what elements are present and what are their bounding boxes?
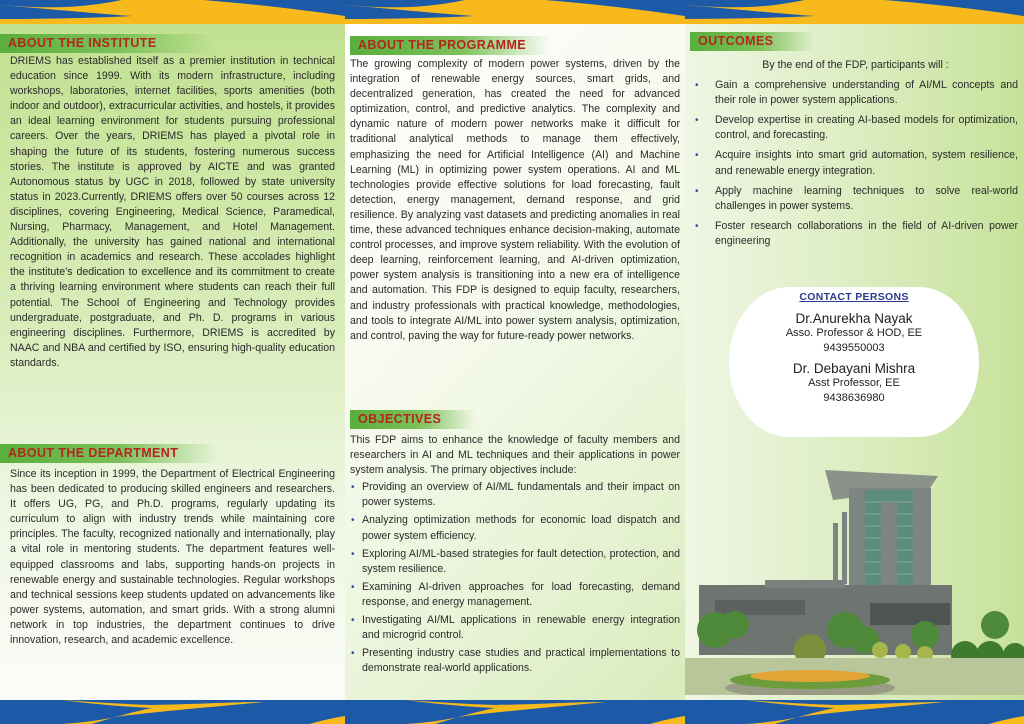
- decorative-wave-bottom: [0, 694, 345, 724]
- bullet-icon: •: [695, 80, 699, 92]
- outcome-item: • Foster research collaborations in the field of AI-driven power engineering: [695, 219, 1018, 247]
- contact-role: Asst Professor, EE: [808, 377, 900, 389]
- contact-card: [729, 287, 979, 437]
- bullet-icon: •: [351, 548, 355, 560]
- bullet-icon: •: [695, 220, 699, 232]
- bullet-icon: •: [695, 150, 699, 162]
- decorative-wave-top: [0, 0, 345, 24]
- decorative-wave-top: [345, 0, 685, 24]
- bullet-icon: •: [351, 515, 355, 527]
- institute-description: DRIEMS has established itself as a premier institution in technical education since 1999. With its modern infrastructure, including workshops, laboratories, internet facilities, sports amenities (both indoor and outdoor), extracurricular activities, and hostels, it provides an ideal learning environment for students pursuing professional careers. Over the years, DRIEMS has played a pivotal role in shaping the future of its students, fostering numerous success stories. The institute is approved by AICTE and was granted Autonomous status by UGC in 2018, followed by state university status in 2023.Currently, DRIEMS offers over 50 courses across 12 disciplines, covering Engineering, Medical Science, Paramedical, Nursing, Pharmacy, Management, and Hotel Management. Additionally, the university has gained national and international recognition in academics and research. These accolades highlight the institute’s dedication to excellence and its commitment to create a thriving learning environment where students can reach their full potential. The School of Engineering and Technology provides undergraduate, postgraduate, and Ph. D. programs in various engineering disciplines. Furthermore, DRIEMS is accredited by NAAC and NBA and certified by ISO, ensuring high-quality education standards.: [10, 55, 335, 369]
- outcome-item: • Acquire insights into smart grid automation, system resilience, and renewable energy integration.: [695, 149, 1018, 177]
- heading-objectives: OBJECTIVES: [350, 410, 475, 429]
- contact-name: Dr.Anurekha Nayak: [795, 311, 913, 326]
- bullet-icon: •: [351, 482, 355, 494]
- outcome-item: • Develop expertise in creating AI-based models for optimization, control, and forecasting.: [695, 114, 1018, 142]
- panel-institute-department: [0, 0, 345, 724]
- outcome-item: • Apply machine learning techniques to solve real-world challenges in power systems.: [695, 184, 1018, 212]
- objective-item: • Providing an overview of AI/ML fundamentals and their impact on power systems.: [351, 481, 680, 509]
- programme-description: The growing complexity of modern power systems, driven by the integration of renewable energy sources, smart grids, and decentralized generation, has created the need for advanced optimization, control, and predictive analytics. The complexity and dynamic nature of modern power networks make it difficult for traditional analytical methods to manage them effectively, emphasizing the need for Artificial Intelligence (AI) and Machine Learning (ML) in optimizing power system operations. AI and ML technologies provide effective solutions for load forecasting, fault detection, energy management, demand response, and grid resilience. By analyzing vast datasets and predicting anomalies in real time, these advanced techniques enhance decision-making, automate control processes, and improve system reliability. With the evolution of deep learning, reinforcement learning, and AI-driven optimization, power system analysis is transitioning into a new era of intelligence and automation. This FDP is designed to equip faculty, researchers, and industry professionals with practical knowledge, methodologies, and tools to integrate AI/ML into power system analysis, optimization, and control, paving the way for future-ready power networks.: [350, 58, 680, 342]
- contact-phone: 9439550003: [823, 342, 885, 354]
- outcomes-block: [693, 58, 1018, 254]
- bullet-icon: •: [351, 581, 355, 593]
- outcomes-intro: By the end of the FDP, participants will :: [762, 59, 949, 71]
- objective-item: • Exploring AI/ML-based strategies for fault detection, protection, and system resilience.: [351, 547, 680, 575]
- decorative-wave-bottom: [345, 694, 685, 724]
- objective-item: • Presenting industry case studies and practical implementations to demonstrate real-world applications.: [351, 647, 680, 675]
- bullet-icon: •: [351, 615, 355, 627]
- decorative-wave-bottom: [685, 694, 1024, 724]
- campus-building-photo: [685, 440, 1024, 695]
- heading-about-institute: ABOUT THE INSTITUTE: [0, 34, 215, 53]
- contact-name: Dr. Debayani Mishra: [792, 361, 916, 376]
- contact-role: Asso. Professor & HOD, EE: [785, 327, 923, 339]
- objectives-intro: This FDP aims to enhance the knowledge of faculty members and researchers in AI and ML techniques and their applications in power system analysis. The primary objectives include:: [350, 434, 680, 477]
- heading-about-department: ABOUT THE DEPARTMENT: [0, 444, 218, 463]
- bullet-icon: •: [695, 115, 699, 127]
- outcome-item: • Gain a comprehensive understanding of AI/ML concepts and their role in power system applications.: [695, 79, 1018, 107]
- contact-phone: 9438636980: [823, 392, 885, 404]
- bullet-icon: •: [695, 185, 699, 197]
- bullet-icon: •: [351, 648, 355, 660]
- department-description: Since its inception in 1999, the Department of Electrical Engineering has been dedicated to producing skilled engineers and researchers. It offers UG, PG, and Ph.D. programs, regularly updating its curriculum to align with industry trends while maintaining core principles. The faculty, recognized nationally and internationally, play a vital role in mentoring students. The department features well-equipped classrooms and labs, supporting hands-on projects in renewable energy and sustainable technologies. Regular workshops and technical sessions keep students updated on advancements like power systems, automation, and smart grids. With a strong alumni network in top industries, the department continues to drive innovation, research, and academic excellence.: [10, 468, 335, 647]
- panel-outcomes-contacts: [685, 0, 1024, 724]
- contact-title: CONTACT PERSONS: [799, 291, 909, 303]
- outcomes-list: [693, 78, 1018, 249]
- objectives-list: [350, 480, 680, 676]
- panel-programme-objectives: [345, 0, 685, 724]
- heading-about-programme: ABOUT THE PROGRAMME: [350, 36, 550, 55]
- objective-item: • Investigating AI/ML applications in renewable energy integration and microgrid control.: [351, 614, 680, 642]
- decorative-wave-top: [685, 0, 1024, 24]
- objective-item: • Examining AI-driven approaches for load forecasting, demand response, and energy management.: [351, 580, 680, 608]
- heading-outcomes: OUTCOMES: [690, 32, 815, 51]
- objective-item: • Analyzing optimization methods for economic load dispatch and power system efficiency.: [351, 514, 680, 542]
- objectives-block: [350, 433, 680, 679]
